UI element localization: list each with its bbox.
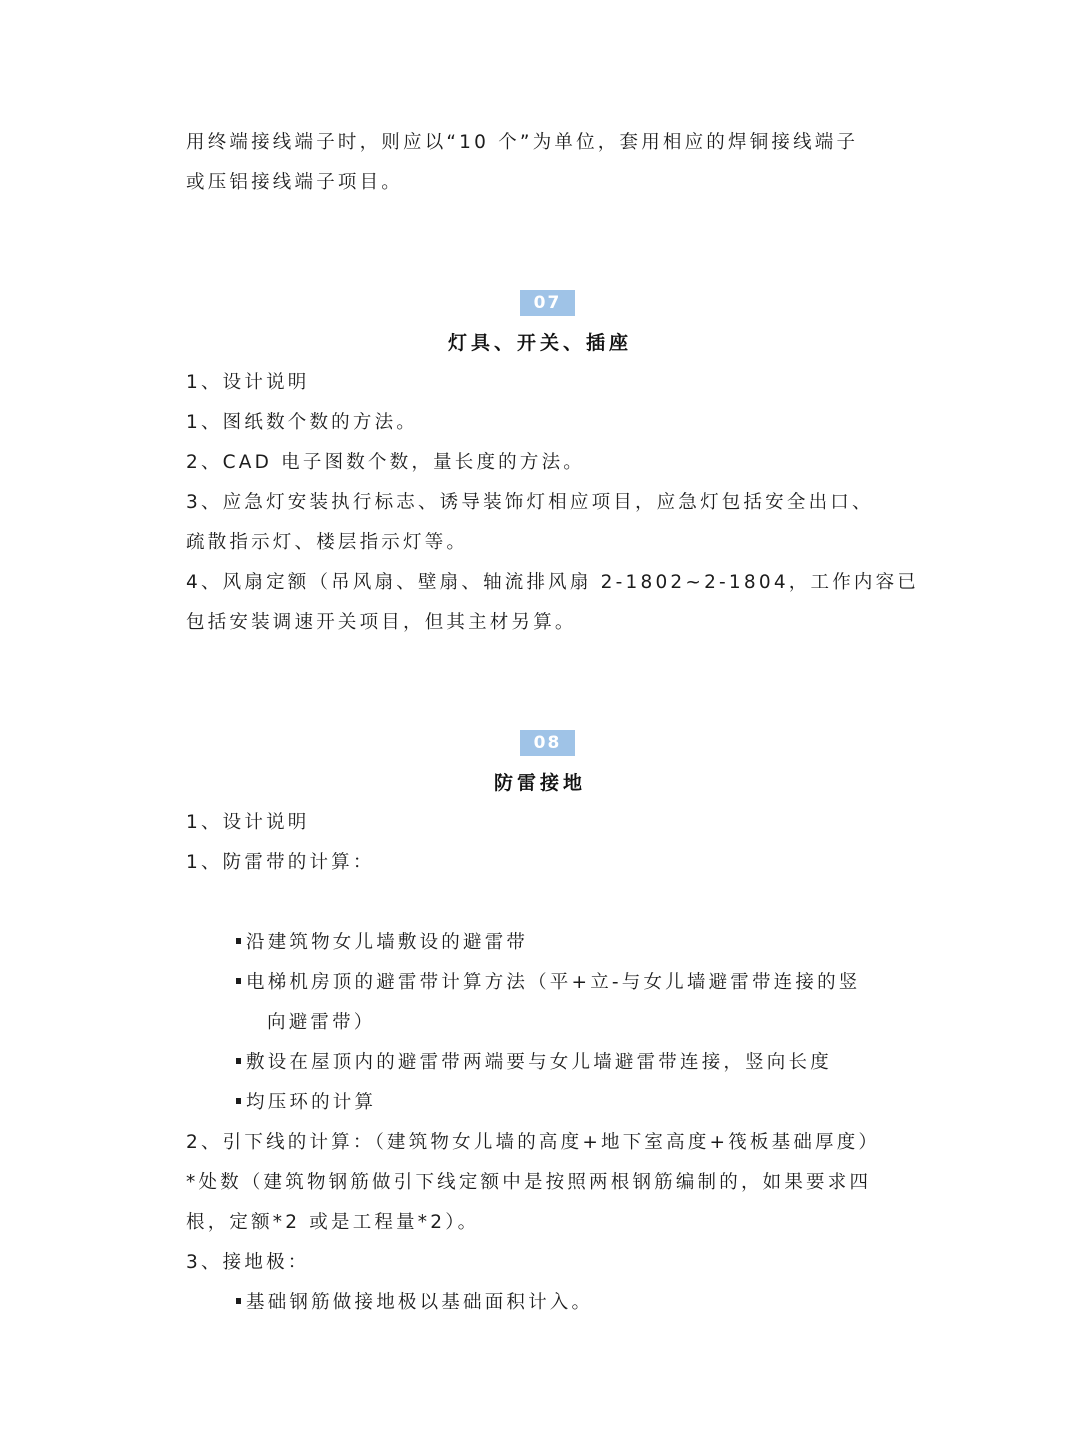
bullet-item: [236, 971, 860, 995]
section-08-item-1: 1、防雷带的计算：: [186, 852, 375, 873]
intro-line-2: 或压铝接线端子项目。: [186, 172, 404, 193]
section-07-item-4-cont: 包括安装调速开关项目，但其主材另算。: [186, 612, 577, 633]
section-08-item-2-cont-1: *处数（建筑物钢筋做引下线定额中是按照两根钢筋编制的，如果要求四: [186, 1172, 872, 1193]
section-08-item-2: 2、引下线的计算：（建筑物女儿墙的高度+地下室高度+筏板基础厚度）: [186, 1132, 881, 1153]
section-number-badge-07: 07: [520, 290, 575, 316]
bullet-item: [236, 1291, 593, 1315]
square-bullet-icon: [236, 1298, 241, 1304]
bullet-text: 电梯机房顶的避雷带计算方法（平+立-与女儿墙避雷带连接的竖: [246, 972, 861, 993]
section-title-07: 灯具、开关、插座: [447, 332, 632, 354]
bullet-item: [236, 1051, 832, 1075]
bullet-text: 基础钢筋做接地极以基础面积计入。: [246, 1292, 594, 1313]
section-07-item-3: 3、应急灯安装执行标志、诱导装饰灯相应项目，应急灯包括安全出口、: [186, 492, 874, 513]
square-bullet-icon: [236, 978, 241, 984]
section-07-item-4: 4、风扇定额（吊风扇、壁扇、轴流排风扇 2-1802~2-1804，工作内容已: [186, 572, 920, 593]
section-title-08: 防雷接地: [493, 772, 586, 794]
bullet-text: 敷设在屋顶内的避雷带两端要与女儿墙避雷带连接，竖向长度: [246, 1052, 832, 1073]
bullet-item: [236, 1091, 376, 1115]
section-number-badge-08: 08: [520, 730, 575, 756]
bullet-continuation: 向避雷带）: [267, 1012, 376, 1033]
section-08-item-3: 3、接地极：: [186, 1252, 310, 1273]
section-08-item-2-cont-2: 根，定额*2 或是工程量*2）。: [186, 1212, 480, 1233]
square-bullet-icon: [236, 1098, 241, 1104]
section-07-item-3-cont: 疏散指示灯、楼层指示灯等。: [186, 532, 469, 553]
section-07-heading-design-notes: 1、设计说明: [186, 372, 310, 393]
square-bullet-icon: [236, 1058, 241, 1064]
section-08-heading-design-notes: 1、设计说明: [186, 812, 310, 833]
section-07-item-1: 1、图纸数个数的方法。: [186, 412, 418, 433]
section-07-item-2: 2、CAD 电子图数个数，量长度的方法。: [186, 452, 585, 473]
bullet-text: 均压环的计算: [246, 1092, 377, 1113]
intro-line-1: 用终端接线端子时，则应以“10 个”为单位，套用相应的焊铜接线端子: [186, 132, 859, 153]
square-bullet-icon: [236, 938, 241, 944]
bullet-text: 沿建筑物女儿墙敷设的避雷带: [246, 932, 529, 953]
bullet-item: [236, 931, 528, 955]
